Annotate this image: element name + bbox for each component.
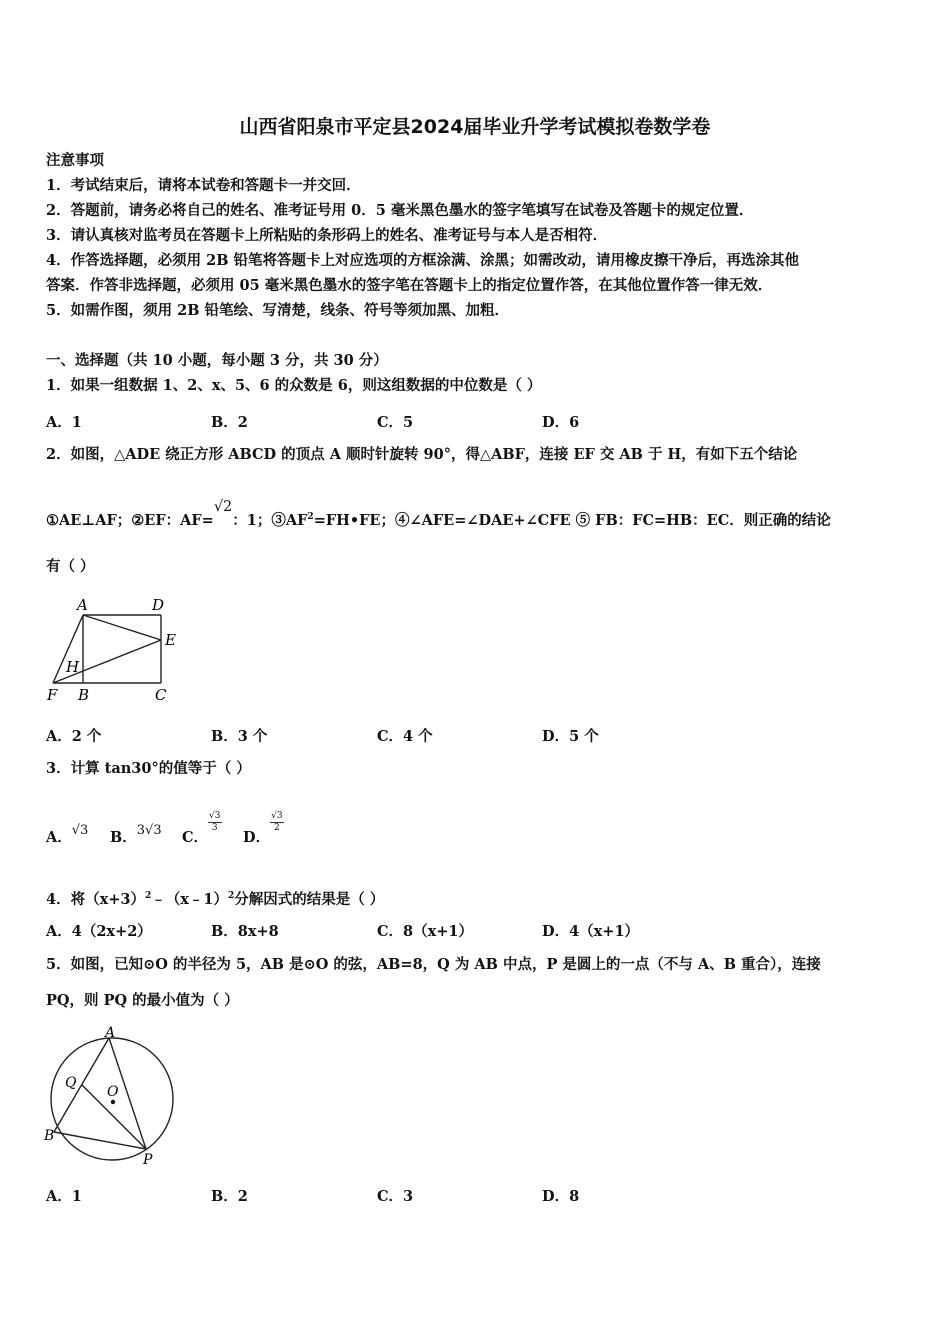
q3-option-a-label: A．: [46, 829, 72, 846]
q3-option-c: [182, 810, 222, 850]
q2-label-a: A: [77, 596, 88, 614]
q5-option-c: C．3: [377, 1188, 414, 1205]
q2-label-h: H: [66, 658, 80, 676]
q2-label-e: E: [165, 631, 176, 649]
q2-conclusions-part2: ：1；③AF: [232, 511, 308, 529]
q2-sup: 2: [307, 512, 314, 522]
q4-stem-part2: ﹣（x﹣1）: [151, 890, 228, 908]
q2-option-b: B．3 个: [211, 728, 268, 745]
q3-option-c-fraction: [208, 811, 221, 834]
q3-option-d-fraction: [270, 811, 283, 834]
q2-label-b: B: [78, 686, 90, 704]
q5-label-o: O: [107, 1084, 119, 1100]
q4-stem-part3: 分解因式的结果是（ ）: [234, 890, 385, 908]
q5-option-a: A．1: [46, 1188, 82, 1205]
q2-stem-end: 有（ ）: [46, 558, 95, 575]
notice-item-2: 2．答题前，请务必将自己的姓名、准考证号用 0．5 毫米黑色墨水的签字笔填写在试卷及答题卡的规定位置．: [46, 202, 754, 219]
q2-label-f: F: [47, 686, 58, 704]
q4-option-d: D．4（x+1）: [542, 923, 640, 940]
q4-sup-b: 2: [227, 891, 235, 901]
q2-option-c: C．4 个: [377, 728, 433, 745]
q4-option-b: B．8x+8: [211, 923, 279, 940]
q3-option-b-label: B．: [110, 829, 137, 846]
q2-conclusions-part1: ①AE⊥AF；②EF：AF=: [46, 511, 214, 529]
q5-label-a: A: [105, 1025, 116, 1041]
q2-conclusions: [46, 498, 831, 531]
q3-option-a-value: √3: [71, 823, 89, 838]
q3-option-b-value: 3√3: [136, 823, 162, 838]
q5-option-b: B．2: [211, 1188, 248, 1205]
q3-option-c-denominator: 3: [211, 822, 218, 833]
q5-circle-figure: [42, 1024, 176, 1168]
q1-option-d: D．6: [542, 414, 580, 431]
q1-stem: 1．如果一组数据 1、2、x、5、6 的众数是 6，则这组数据的中位数是（ ）: [46, 377, 542, 394]
q4-stem: [46, 886, 384, 910]
q4-stem-part1: 4．将（x+3）: [46, 890, 145, 908]
q2-label-d: D: [152, 596, 165, 614]
q3-stem: 3．计算 tan30°的值等于（ ）: [46, 760, 251, 777]
notice-item-4-cont: 答案．作答非选择题，必须用 05 毫米黑色墨水的签字笔在答题卡上的指定位置作答，在其他位置作答一律无效．: [46, 277, 773, 294]
notice-heading: 注意事项: [46, 152, 104, 169]
q3-option-d-denominator: 2: [273, 822, 280, 833]
q5-option-d: D．8: [542, 1188, 580, 1205]
q3-option-c-label: C．: [182, 829, 209, 846]
q4-option-c: C．8（x+1）: [377, 923, 474, 940]
q5-stem: 5．如图，已知⊙O 的半径为 5，AB 是⊙O 的弦，AB=8，Q 为 AB 中点，P 是圆上的一点（不与 A、B 重合），连接: [46, 956, 821, 973]
q3-option-d: [243, 810, 284, 850]
q5-label-b: B: [44, 1128, 55, 1144]
q3-option-a: [46, 823, 89, 847]
q4-option-a: A．4（2x+2）: [46, 923, 152, 940]
q4-sup-a: 2: [144, 891, 152, 901]
q2-stem: 2．如图，△ADE 绕正方形 ABCD 的顶点 A 顺时针旋转 90°，得△ABF，连接 EF 交 AB 于 H，有如下五个结论: [46, 446, 798, 463]
section-heading: 一、选择题（共 10 小题，每小题 3 分，共 30 分）: [46, 352, 388, 369]
q2-square-figure: [44, 594, 184, 706]
q2-option-a: A．2 个: [46, 728, 102, 745]
q5-stem-end: PQ，则 PQ 的最小值为（ ）: [46, 992, 239, 1009]
q1-option-a: A．1: [46, 414, 82, 431]
q1-option-b: B．2: [211, 414, 248, 431]
q3-option-b: [110, 823, 162, 847]
q5-label-q: Q: [65, 1075, 77, 1091]
q1-option-c: C．5: [377, 414, 414, 431]
q2-option-d: D．5 个: [542, 728, 599, 745]
q2-label-c: C: [155, 686, 167, 704]
q3-option-c-numerator: √3: [209, 810, 221, 821]
notice-item-4: 4．作答选择题，必须用 2B 铅笔将答题卡上对应选项的方框涂满、涂黑；如需改动，请用橡皮擦干净后，再选涂其他: [46, 252, 800, 269]
q2-conclusions-part3: =FH•FE；④∠AFE=∠DAE+∠CFE ⑤ FB：FC=HB：EC．则正确的结论: [313, 511, 831, 529]
q2-sqrt2: √2: [213, 498, 233, 515]
notice-item-5: 5．如需作图，须用 2B 铅笔绘、写清楚，线条、符号等须加黑、加粗．: [46, 302, 510, 319]
q5-label-p: P: [143, 1152, 153, 1168]
notice-item-3: 3．请认真核对监考员在答题卡上所粘贴的条形码上的姓名、准考证号与本人是否相符．: [46, 227, 608, 244]
page-title: 山西省阳泉市平定县2024届毕业升学考试模拟卷数学卷: [239, 116, 711, 138]
q3-option-d-numerator: √3: [271, 810, 283, 821]
q3-option-d-label: D．: [243, 829, 271, 846]
notice-item-1: 1．考试结束后，请将本试卷和答题卡一并交回．: [46, 177, 361, 194]
